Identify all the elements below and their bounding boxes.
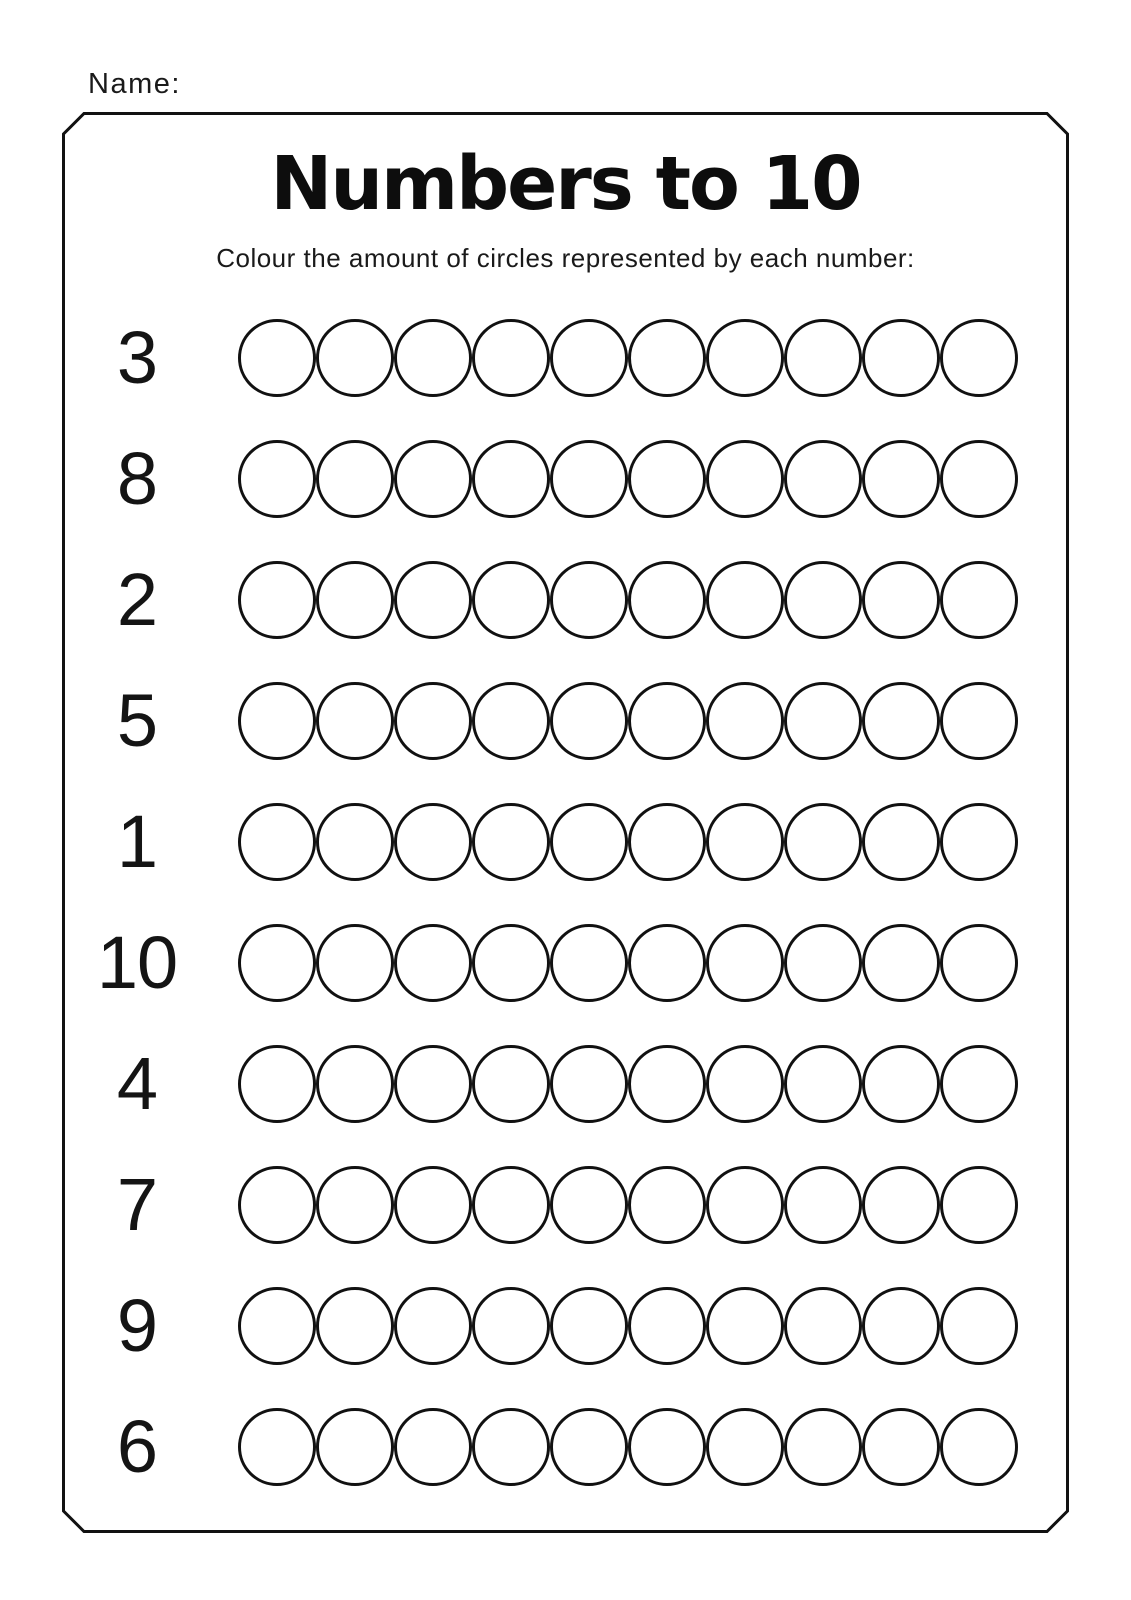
circle-strip [238,803,1018,881]
colour-circle [862,924,940,1002]
colour-circle [706,682,784,760]
colour-circle [550,924,628,1002]
row-number: 3 [116,315,158,399]
colour-circle [238,1287,316,1365]
colour-circle [394,319,472,397]
colour-circle [238,319,316,397]
colour-circle [394,803,472,881]
colour-circle [394,1408,472,1486]
colour-circle [706,1045,784,1123]
circle-strip [238,1045,1018,1123]
colour-circle [316,1408,394,1486]
colour-circle [706,440,784,518]
colour-circle [628,1287,706,1365]
colour-circle [550,1287,628,1365]
row-number: 8 [116,436,158,520]
colour-circle [472,1166,550,1244]
colour-circle [550,1045,628,1123]
colour-circle [394,924,472,1002]
instruction-text: Colour the amount of circles represented by each number: [216,243,915,273]
colour-circle [784,1408,862,1486]
colour-circle [316,1045,394,1123]
colour-circle [940,561,1018,639]
colour-circle [238,682,316,760]
colour-circle [784,1287,862,1365]
colour-circle [394,682,472,760]
circle-strip [238,1166,1018,1244]
colour-circle [472,319,550,397]
colour-circle [940,682,1018,760]
colour-circle [550,440,628,518]
colour-circle [628,924,706,1002]
colour-circle [862,319,940,397]
colour-circle [472,1045,550,1123]
colour-circle [238,1408,316,1486]
colour-circle [238,440,316,518]
colour-circle [628,440,706,518]
colour-circle [784,1166,862,1244]
colour-circle [862,561,940,639]
colour-circle [238,1045,316,1123]
circle-strip [238,1408,1018,1486]
circle-strip [238,1287,1018,1365]
colour-circle [940,803,1018,881]
colour-circle [862,1408,940,1486]
colour-circle [940,319,1018,397]
colour-circle [316,682,394,760]
name-label: Name: [88,68,181,100]
number-row [62,902,1069,1023]
colour-circle [472,561,550,639]
colour-circle [394,1045,472,1123]
colour-circle [784,561,862,639]
colour-circle [550,561,628,639]
colour-circle [316,803,394,881]
colour-circle [550,319,628,397]
colour-circle [238,803,316,881]
circle-strip [238,924,1018,1002]
colour-circle [862,1045,940,1123]
row-number: 7 [116,1162,158,1246]
row-number: 2 [116,557,158,641]
colour-circle [628,1408,706,1486]
colour-circle [628,803,706,881]
colour-circle [784,924,862,1002]
colour-circle [706,1287,784,1365]
number-row [62,1023,1069,1144]
circle-strip [238,682,1018,760]
colour-circle [706,803,784,881]
colour-circle [940,924,1018,1002]
colour-circle [784,682,862,760]
colour-circle [628,1166,706,1244]
number-row [62,660,1069,781]
colour-circle [550,1408,628,1486]
colour-circle [706,319,784,397]
colour-circle [316,319,394,397]
number-row [62,418,1069,539]
colour-circle [550,1166,628,1244]
colour-circle [628,319,706,397]
colour-circle [628,682,706,760]
colour-circle [862,803,940,881]
colour-circle [940,1166,1018,1244]
circle-strip [238,561,1018,639]
colour-circle [550,803,628,881]
colour-circle [862,1166,940,1244]
colour-circle [472,803,550,881]
circle-strip [238,440,1018,518]
rows [62,297,1069,1507]
number-row [62,1265,1069,1386]
colour-circle [628,561,706,639]
colour-circle [784,803,862,881]
colour-circle [628,1045,706,1123]
number-row [62,1386,1069,1507]
colour-circle [940,1045,1018,1123]
colour-circle [940,1408,1018,1486]
colour-circle [316,1287,394,1365]
colour-circle [316,1166,394,1244]
colour-circle [784,1045,862,1123]
colour-circle [238,924,316,1002]
colour-circle [472,682,550,760]
colour-circle [472,924,550,1002]
colour-circle [862,682,940,760]
number-row [62,539,1069,660]
page-title: Numbers to 10 [270,141,861,227]
number-row [62,1144,1069,1265]
colour-circle [472,1408,550,1486]
number-row [62,297,1069,418]
colour-circle [706,1166,784,1244]
colour-circle [940,440,1018,518]
colour-circle [940,1287,1018,1365]
row-number: 10 [96,920,178,1004]
colour-circle [550,682,628,760]
row-number: 5 [116,678,158,762]
colour-circle [394,1287,472,1365]
row-number: 1 [116,799,158,883]
colour-circle [394,561,472,639]
number-row [62,781,1069,902]
colour-circle [472,440,550,518]
colour-circle [394,440,472,518]
colour-circle [238,561,316,639]
row-number: 6 [116,1404,158,1488]
colour-circle [862,1287,940,1365]
colour-circle [784,440,862,518]
row-number: 4 [116,1041,158,1125]
colour-circle [316,561,394,639]
colour-circle [706,561,784,639]
row-number: 9 [116,1283,158,1367]
colour-circle [316,440,394,518]
circle-strip [238,319,1018,397]
colour-circle [784,319,862,397]
colour-circle [862,440,940,518]
colour-circle [238,1166,316,1244]
colour-circle [472,1287,550,1365]
colour-circle [316,924,394,1002]
colour-circle [706,1408,784,1486]
colour-circle [706,924,784,1002]
colour-circle [394,1166,472,1244]
